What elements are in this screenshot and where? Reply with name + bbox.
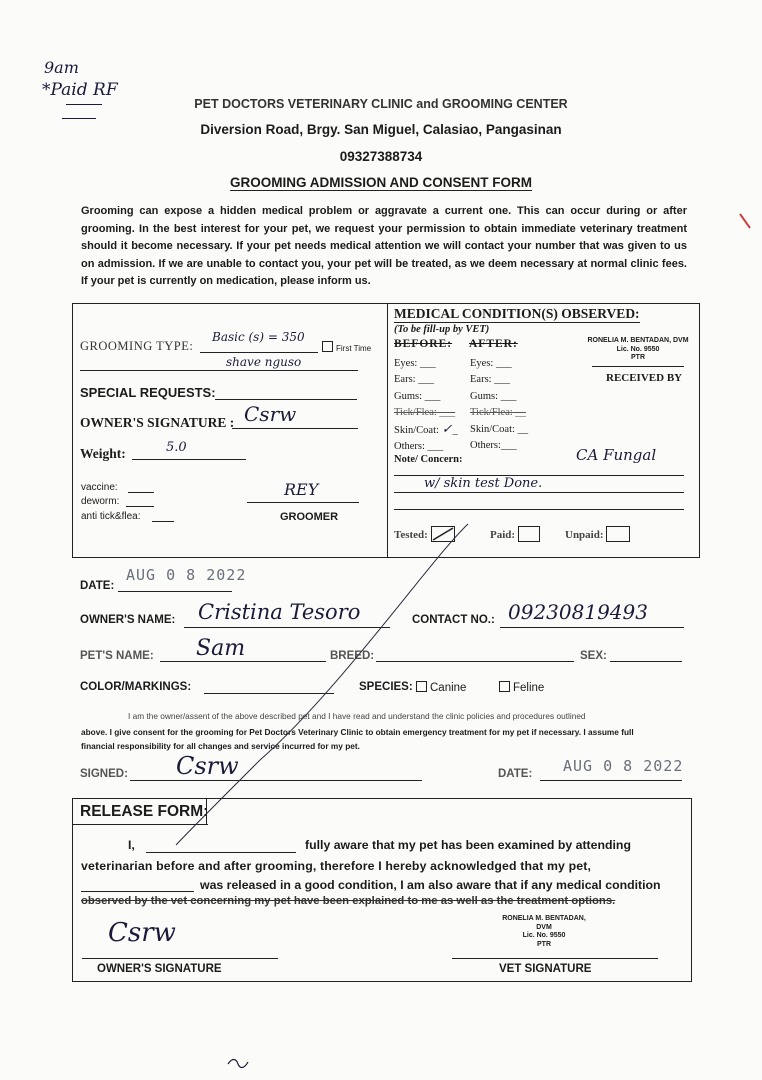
release-vet-signature-label: VET SIGNATURE	[499, 963, 592, 975]
release-line-1-prefix: I,	[128, 838, 135, 852]
note-value-2[interactable]: w/ skin test Done.	[424, 476, 543, 491]
before-row-label: Tick/Flea:	[394, 407, 437, 419]
tested-label: Tested:	[394, 529, 428, 541]
intro-paragraph: Grooming can expose a hidden medical problem or aggravate a current one. This can occur during or after grooming. In the best interest for your pet, we request your permission to obtain immediate veterinary treatment should it become necessary. If your pet needs medical attention we will contact your number that was given to us on admission. If we are unable to contact you, your pet will be treated, as we deem necessary at normal clinic fees. If your pet is currently on medication, please inform us.	[81, 205, 687, 287]
special-requests-label: SPECIAL REQUESTS:	[80, 385, 216, 400]
breed-label: BREED:	[330, 650, 375, 662]
release-owner-signature-value: Csrw	[108, 918, 176, 948]
consent-date-stamp: AUG 0 8 2022	[563, 757, 684, 775]
before-row: Others: ___	[394, 441, 444, 453]
clinic-phone: 09327388734	[339, 149, 423, 164]
species-label: SPECIES:	[359, 681, 413, 693]
signed-label: SIGNED:	[80, 768, 128, 780]
after-row: Tick/Flea: __	[470, 407, 526, 419]
handwritten-time: 9am	[44, 58, 79, 77]
release-vet-stamp-lic: Lic. No. 9550	[522, 932, 566, 939]
contact-value[interactable]: 09230819493	[508, 600, 648, 624]
after-row-label: Ears:	[470, 374, 492, 386]
after-label: AFTER:	[469, 338, 518, 350]
vet-stamp-ptr: PTR	[631, 354, 645, 361]
after-row: Others:___	[470, 440, 517, 452]
owner-name-label: OWNER'S NAME:	[80, 614, 176, 626]
consent-text-2: above. I give consent for the grooming for Pet Doctors Veterinary Clinic to obtain emergency treatment for my pet if necessary. I assume full	[81, 727, 634, 737]
grooming-type-value[interactable]: Basic (s) = 350	[212, 330, 305, 344]
grooming-type-value-2[interactable]: shave nguso	[226, 355, 302, 369]
groomer-value: REY	[284, 480, 319, 499]
anti-tick-label: anti tick&flea:	[81, 511, 141, 522]
unpaid-label: Unpaid:	[565, 529, 604, 541]
before-label: BEFORE:	[394, 338, 453, 350]
release-title: RELEASE FORM:	[80, 803, 209, 820]
skin-coat-check[interactable]: ✓	[441, 421, 453, 437]
handwritten-paid-note: *Paid RF	[42, 80, 118, 100]
before-row-label: Gums:	[394, 390, 423, 402]
vet-stamp-lic: Lic. No. 9550	[616, 345, 660, 353]
before-row: Tick/Flea: ___	[394, 407, 456, 419]
canine-label: Canine	[430, 682, 467, 694]
before-row: Gums: ___	[394, 390, 441, 402]
before-row: Ears: ___	[394, 374, 434, 386]
after-row: Ears: ___	[470, 374, 510, 386]
medical-condition-title: MEDICAL CONDITION(S) OBSERVED:	[394, 306, 640, 321]
release-line-1-rest: fully aware that my pet has been examined by attending	[305, 838, 631, 852]
after-row: Gums: ___	[470, 390, 517, 402]
vet-stamp-name: RONELIA M. BENTADAN, DVM	[587, 337, 689, 344]
received-by-label: RECEIVED BY	[606, 372, 683, 384]
after-row-label: Eyes:	[470, 358, 494, 369]
weight-value[interactable]: 5.0	[166, 440, 187, 455]
signed-value: Csrw	[176, 752, 239, 780]
note-value-1[interactable]: CA Fungal	[576, 446, 657, 464]
feline-label: Feline	[513, 682, 545, 694]
vaccine-label: vaccine:	[81, 482, 118, 493]
owner-signature-value: Csrw	[244, 402, 297, 426]
release-line-4: observed by the vet concerning my pet have been explained to me as well as the treatment options.	[81, 895, 616, 907]
after-row: Eyes: ___	[470, 358, 512, 369]
after-row-label: Others:	[470, 440, 501, 452]
paid-label: Paid:	[490, 529, 516, 541]
after-row-label: Gums:	[470, 390, 499, 402]
release-line-3: was released in a good condition, I am also aware that if any medical condition	[200, 878, 661, 892]
first-time-label: First Time	[336, 344, 372, 353]
consent-text-3: financial responsibility for all changes and service incurred for my pet.	[81, 741, 360, 751]
pet-name-label: PET'S NAME:	[80, 650, 154, 662]
date-stamp: AUG 0 8 2022	[126, 566, 247, 584]
form-title: GROOMING ADMISSION AND CONSENT FORM	[230, 175, 532, 190]
note-label: Note/ Concern:	[394, 454, 463, 465]
release-vet-stamp-name: RONELIA M. BENTADAN, DVM	[502, 915, 586, 931]
before-row: Eyes: ___	[394, 358, 436, 369]
release-vet-stamp-ptr: PTR	[537, 940, 551, 948]
contact-label: CONTACT NO.:	[412, 614, 495, 626]
groomer-label: GROOMER	[280, 511, 339, 523]
before-row-label: Eyes:	[394, 358, 418, 369]
before-row-label: Ears:	[394, 374, 416, 386]
after-row-label: Skin/Coat:	[470, 423, 515, 435]
release-line-2: veterinarian before and after grooming, therefore I hereby acknowledged that my pet,	[81, 859, 592, 873]
clinic-address: Diversion Road, Brgy. San Miguel, Calasiao, Pangasinan	[200, 122, 562, 137]
owner-name-value[interactable]: Cristina Tesoro	[198, 600, 361, 624]
deworm-label: deworm:	[81, 496, 120, 507]
consent-text-1: I am the owner/assent of the above described pet and I have read and understand the clinic policies and procedures outlined	[128, 711, 586, 721]
after-row: Skin/Coat: __	[470, 423, 529, 435]
date-label: DATE:	[80, 580, 115, 592]
medical-condition-subtitle: (To be fill-up by VET)	[394, 324, 490, 335]
before-row-label: Skin/Coat:	[394, 424, 439, 436]
weight-label: Weight:	[80, 446, 126, 461]
before-row: Skin/Coat: ✓_	[394, 421, 458, 437]
before-row-label: Others:	[394, 441, 425, 453]
grooming-type-label: GROOMING TYPE:	[80, 339, 194, 353]
after-row-label: Tick/Flea:	[470, 407, 513, 419]
sex-label: SEX:	[580, 650, 607, 662]
owner-signature-label: OWNER'S SIGNATURE :	[80, 415, 235, 430]
pet-name-value[interactable]: Sam	[196, 636, 246, 661]
consent-date-label: DATE:	[498, 768, 533, 780]
clinic-name: PET DOCTORS VETERINARY CLINIC and GROOMING CENTER	[194, 97, 568, 111]
color-markings-label: COLOR/MARKINGS:	[80, 681, 192, 693]
release-owner-signature-label: OWNER'S SIGNATURE	[97, 963, 222, 975]
